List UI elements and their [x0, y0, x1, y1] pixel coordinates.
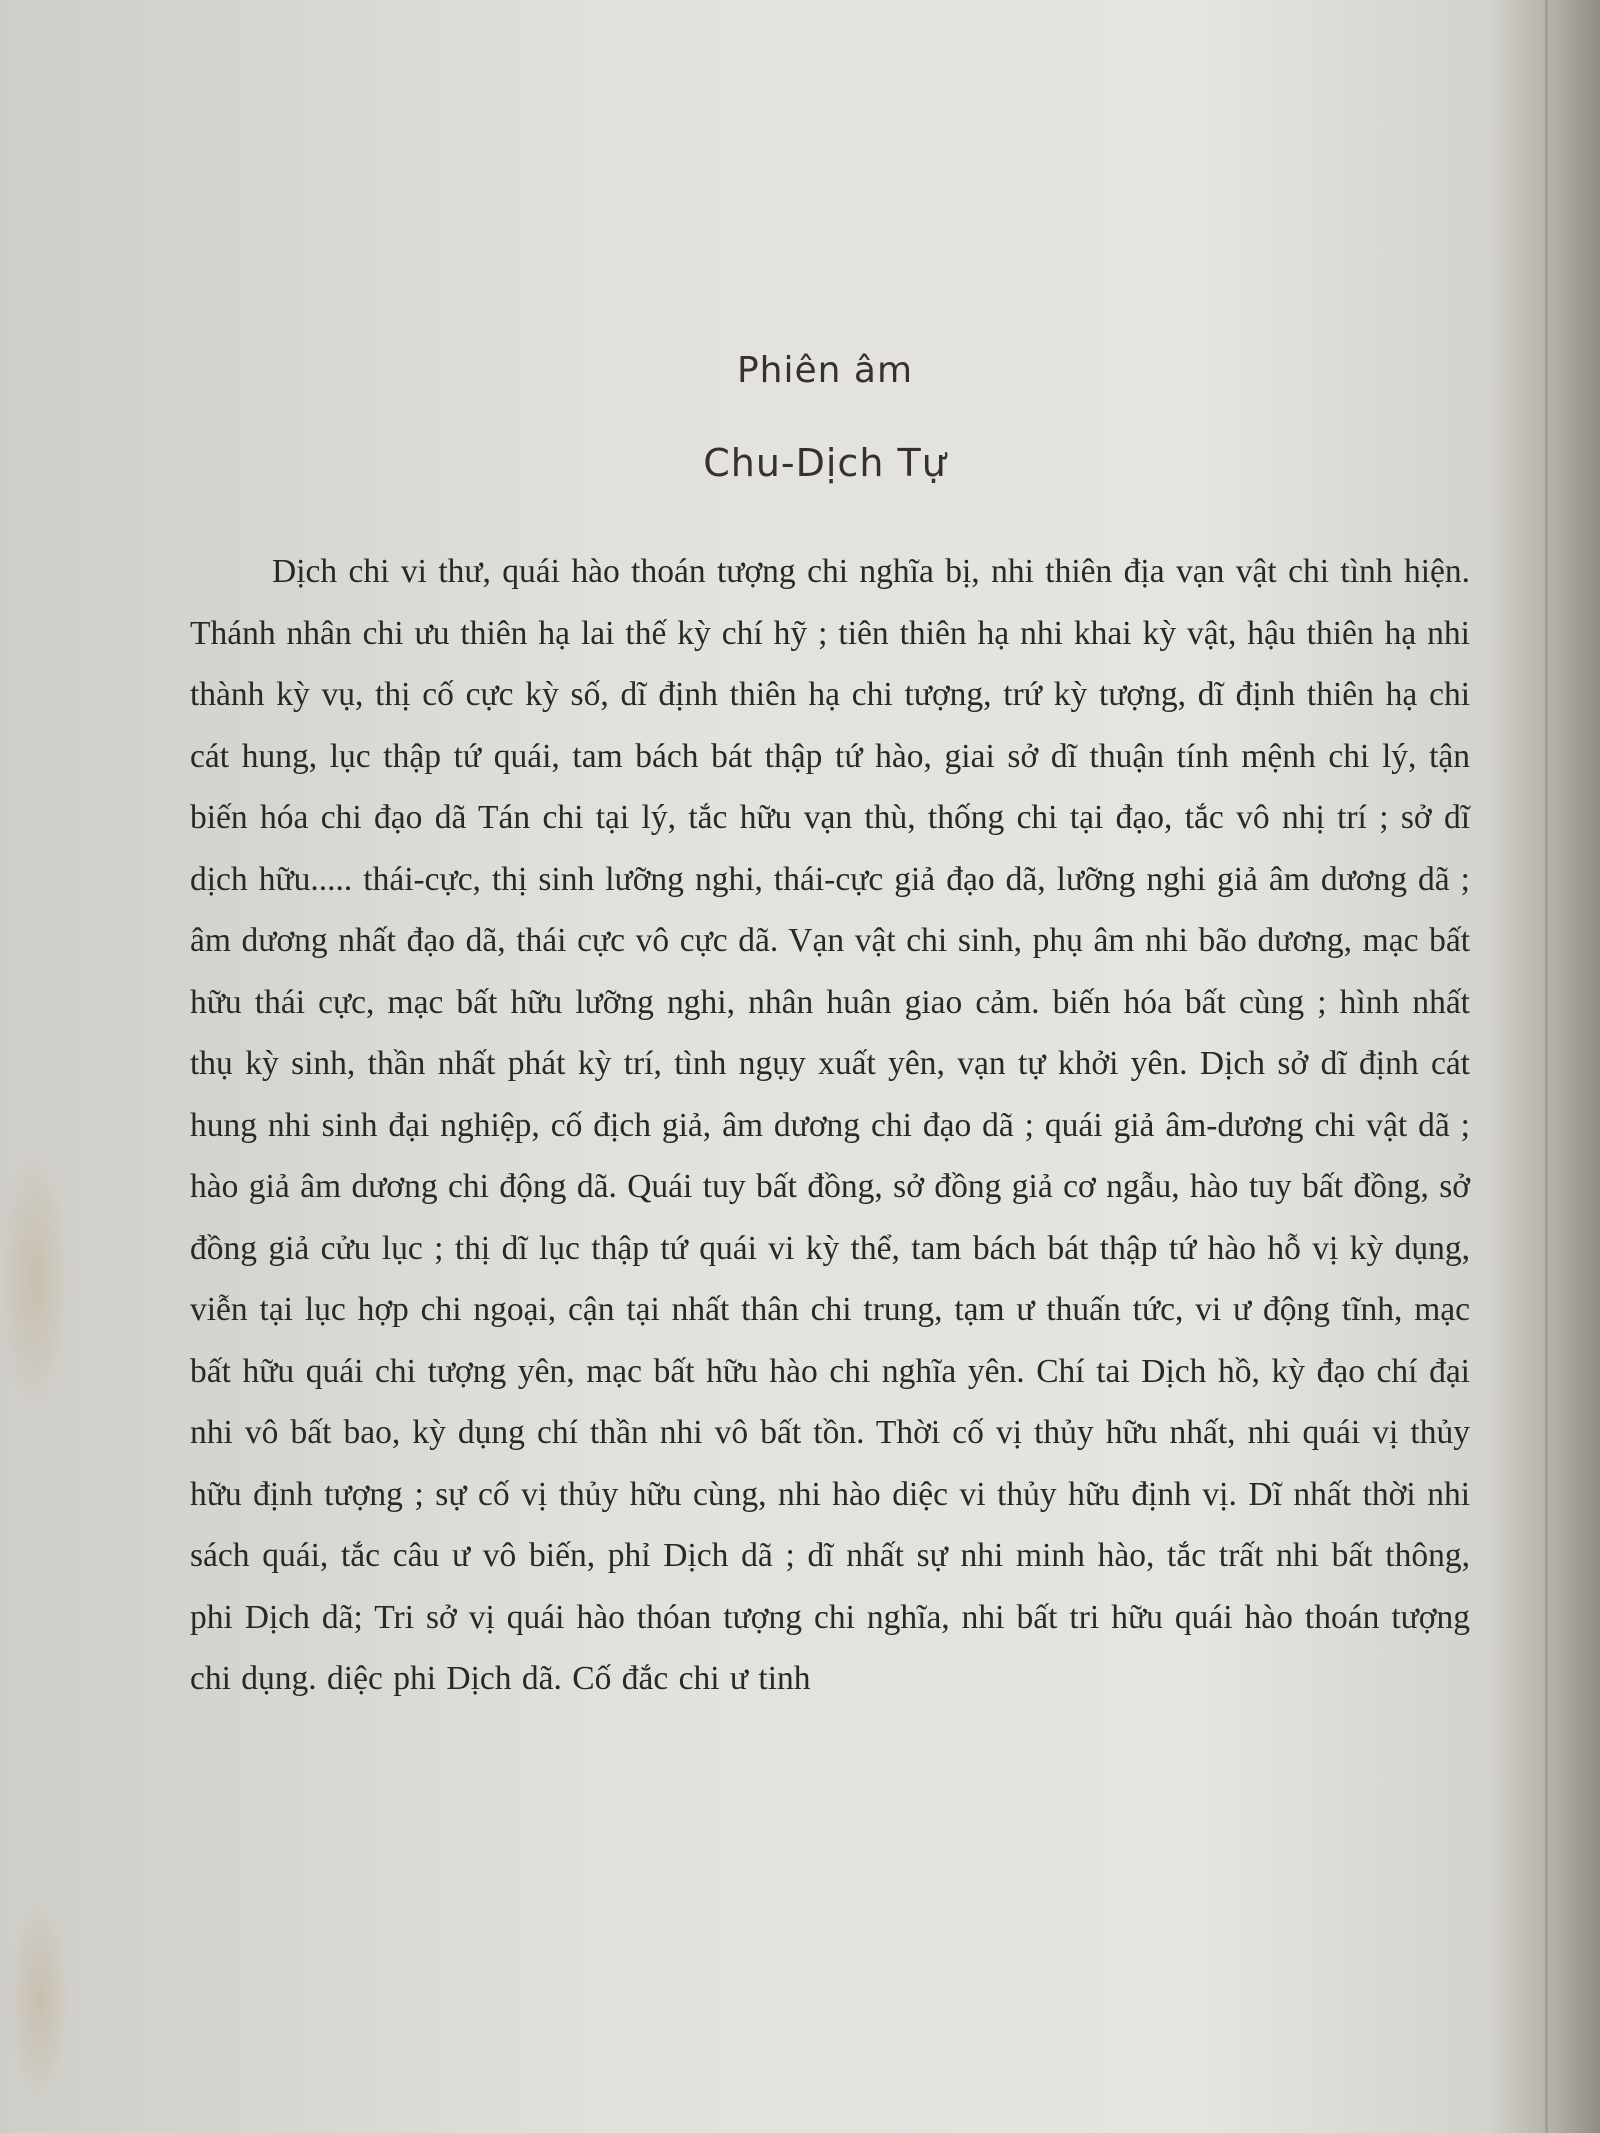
page-heading: Phiên âm — [736, 350, 914, 391]
paper-stain — [10, 1900, 70, 2100]
paper-stain — [0, 1150, 70, 1410]
page-subheading: Chu-Dịch Tự — [703, 441, 947, 485]
page-shadow — [1490, 0, 1600, 2133]
body-paragraph: Dịch chi vi thư, quái hào thoán tượng chi nghĩa bị, nhi thiên địa vạn vật chi tình hiện. Thánh nhân chi ưu thiên hạ lai thế kỳ chí hỹ ; tiên thiên hạ nhi khai kỳ vật, hậu thiên hạ nhi thành kỳ vụ, thị cố cực kỳ số, dĩ định thiên hạ chi tượng, trứ kỳ tượng, dĩ định thiên hạ chi cát hung, lục thập tứ quái, tam bách bát thập tứ hào, giai sở dĩ thuận tính mệnh chi lý, tận biến hóa chi đạo dã Tán chi tại lý, tắc hữu vạn thù, thống chi tại đạo, tắc vô nhị trí ; sở dĩ dịch hữu..... thái-cực, thị sinh lưỡng nghi, thái-cực giả đạo dã, lưỡng nghi giả âm dương dã ; âm dương nhất đạo dã, thái cực vô cực dã. Vạn vật chi sinh, phụ âm nhi bão dương, mạc bất hữu thái cực, mạc bất hữu lưỡng nghi, nhân huân giao cảm. biến hóa bất cùng ; hình nhất thụ kỳ sinh, thần nhất phát kỳ trí, tình ngụy xuất yên, vạn tự khởi yên. Dịch sở dĩ định cát hung nhi sinh đại nghiệp, cố địch giả, âm dương chi đạo dã ; quái giả âm-dương chi vật dã ; hào giả âm dương chi động dã. Quái tuy bất đồng, sở đồng giả cơ ngẫu, hào tuy bất đồng, sở đồng giả cửu lục ; thị dĩ lục thập tứ quái vi kỳ thể, tam bách bát thập tứ hào hỗ vị kỳ dụng, viễn tại lục hợp chi ngoại, cận tại nhất thân chi trung, tạm ư thuấn tức, vi ư động tĩnh, mạc bất hữu quái chi tượng yên, mạc bất hữu hào chi nghĩa yên. Chí tai Dịch hồ, kỳ đạo chí đại nhi vô bất bao, kỳ dụng chí thần nhi vô bất tồn. Thời cố vị thủy hữu nhất, nhi quái vị thủy hữu định tượng ; sự cố vị thủy hữu cùng, nhi hào diệc vi thủy hữu định vị. Dĩ nhất thời nhi sách quái, tắc câu ư vô biến, phỉ Dịch dã ; dĩ nhất sự nhi minh hào, tắc trất nhi bất thông, phi Dịch dã; Tri sở vị quái hào thóan tượng chi nghĩa, nhi bất tri hữu quái hào thoán tượng chi dụng. diệc phi Dịch dã. Cố đắc chi ư tinh — [190, 553, 1470, 1697]
page-content — [190, 340, 1470, 1743]
